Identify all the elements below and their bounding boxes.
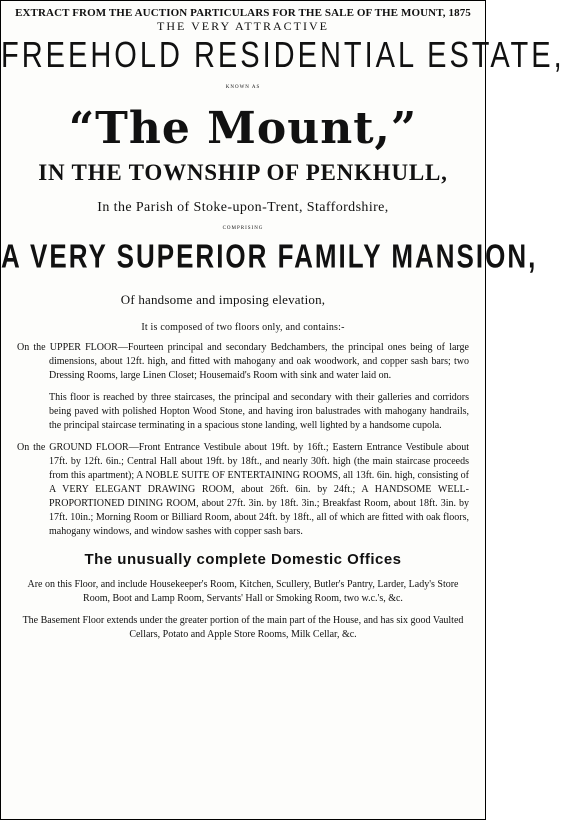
township-line: IN THE TOWNSHIP OF PENKHULL, [38,160,448,185]
extract-header: EXTRACT FROM THE AUCTION PARTICULARS FOR THE SALE OF THE MOUNT, 1875 [15,7,471,19]
comprising-label: COMPRISING [222,226,264,231]
mansion-heading: A VERY SUPERIOR FAMILY MANSION, [1,236,538,276]
basement-paragraph: The Basement Floor extends under the greater portion of the main part of the House, and has six good Vaulted Cellars, Potato and Apple Store Rooms, Milk Cellar, &c. [22,615,464,640]
very-attractive-line: THE VERY ATTRACTIVE [157,19,329,33]
upper-floor-paragraph: On the UPPER FLOOR—Fourteen principal and secondary Bedchambers, the principal ones being of large dimensions, about 12ft. high, and fitted with mahogany and oak woodwork, and copper sash bars; two Dressing Rooms, large Linen Closet; Housemaid's Room with sink and water laid on. [17,342,469,381]
domestic-offices-heading: The unusually complete Domestic Offices [84,551,402,568]
property-name: “The Mount,” [68,103,418,154]
staircases-paragraph: This floor is reached by three staircases, the principal and secondary with their galleries and corridors being paved with polished Hopton Wood Stone, and having iron balustrades with mahogany handrails, the principal staircase terminating in a spacious stone landing, well lighted by a handsome cupola. [49,392,469,431]
parish-line: In the Parish of Stoke-upon-Trent, Staffordshire, [97,200,389,215]
estate-title: FREEHOLD RESIDENTIAL ESTATE, [1,35,565,76]
offices-detail-paragraph: Are on this Floor, and include Housekeeper's Room, Kitchen, Scullery, Butler's Pantry, Larder, Lady's Store Room, Boot and Lamp Room, Servants' Hall or Smoking Room, two w.c.'s, &c. [27,579,459,604]
composed-line: It is composed of two floors only, and contains:- [141,322,345,333]
known-as-label: KNOWN AS [225,85,261,90]
ground-floor-paragraph: On the GROUND FLOOR—Front Entrance Vestibule about 19ft. by 16ft.; Eastern Entrance Vestibule about 17ft. by 12ft. 6in.; Central Hall about 19ft. by 18ft., and nearly 30ft. high (the main staircase proceeds from this apartment); A NOBLE SUITE OF ENTERTAINING ROOMS, all 13ft. 6in. high, consisting of A VERY ELEGANT DRAWING ROOM, about 26ft. 6in. by 24ft.; A HANDSOME WELL-PROPORTIONED DINING ROOM, about 27ft. 3in. by 18ft. 3in.; Breakfast Room, about 18ft. 3in. by 17ft. 10in.; Morning Room or Billiard Room, about 24ft. by 18ft., all of which are fitted with oak floors, mahogany windows, and window sashes with copper sash bars. [17,442,469,537]
elevation-line: Of handsome and imposing elevation, [120,292,326,307]
